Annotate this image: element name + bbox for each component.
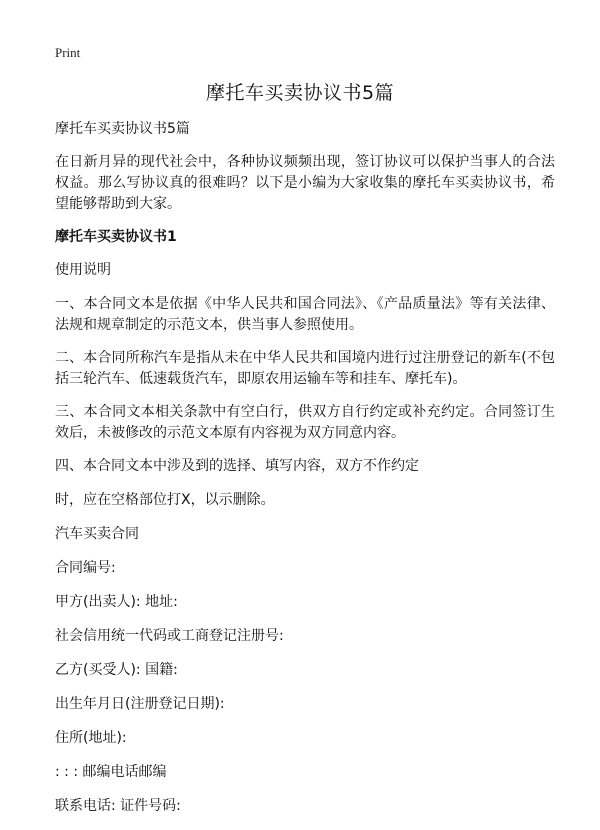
- field-postal-phone: : : : 邮编电话邮编: [55, 764, 167, 780]
- document-body: [55, 119, 555, 830]
- field-seller: 甲方(出卖人): 地址:: [55, 594, 178, 610]
- usage-item-2: 二、本合同所称汽车是指从未在中华人民共和国境内进行过注册登记的新车(不包括三轮汽车、低速载货汽车，即原农用运输车等和挂车、摩托车)。: [55, 350, 555, 387]
- usage-item-4-line-2: 时，应在空格部位打X，以示删除。: [55, 492, 275, 508]
- field-birth-date: 出生年月日(注册登记日期):: [55, 696, 225, 712]
- usage-item-1: 一、本合同文本是依据《中华人民共和国合同法》、《产品质量法》等有关法律、法规和规章制定的示范文本，供当事人参照使用。: [55, 296, 555, 333]
- field-residence: 住所(地址):: [55, 730, 127, 746]
- field-contract-number: 合同编号:: [55, 560, 116, 576]
- document-subtitle: 摩托车买卖协议书5篇: [55, 121, 190, 137]
- field-contact-id: 联系电话: 证件号码:: [55, 798, 181, 814]
- usage-item-3: 三、本合同文本相关条款中有空白行，供双方自行约定或补充约定。合同签订生效后，未被修改的示范文本原有内容视为双方同意内容。: [55, 404, 555, 441]
- intro-paragraph: 在日新月异的现代社会中，各种协议频频出现，签订协议可以保护当事人的合法权益。那么写协议真的很难吗？以下是小编为大家收集的摩托车买卖协议书，希望能够帮助到大家。: [55, 154, 555, 212]
- usage-title: 使用说明: [55, 262, 111, 278]
- section-heading: 摩托车买卖协议书1: [55, 229, 177, 245]
- field-credit-code: 社会信用统一代码或工商登记注册号:: [55, 628, 284, 644]
- usage-item-4-line-1: 四、本合同文本中涉及到的选择、填写内容，双方不作约定: [55, 458, 419, 474]
- field-buyer: 乙方(买受人): 国籍:: [55, 662, 178, 678]
- contract-title: 汽车买卖合同: [55, 526, 139, 542]
- document-title: 摩托车买卖协议书5篇: [205, 82, 395, 104]
- print-link[interactable]: Print: [55, 45, 81, 60]
